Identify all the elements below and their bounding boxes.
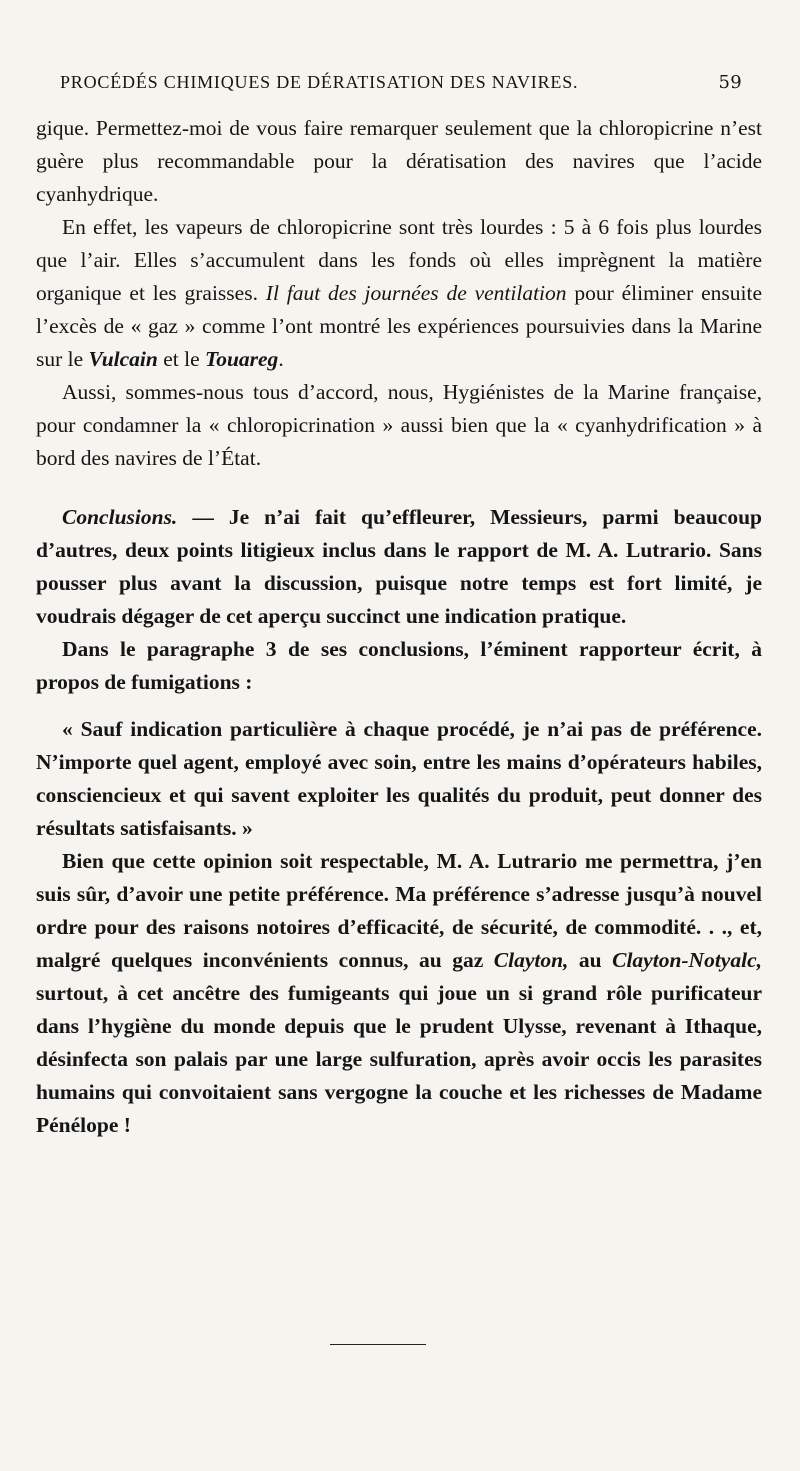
italic-clayton-notyalc: Clayton-Notyalc,	[612, 948, 762, 972]
paragraph-text: Bien que cette opinion soit respectable, M. A. Lutrario me permettra, j’en suis sûr, d’avoir une petite préférence. Ma préférence s’adresse jusqu’à nouvel ordre pour des raisons notoires d’efficacité, de sécurité, de commodité. . ., et, malgré quelques inconvénients connus, au gaz	[36, 849, 762, 972]
paragraph-spacer	[36, 475, 762, 501]
quotation-block	[36, 713, 762, 845]
ship-name-vulcain: Vulcain	[88, 347, 158, 371]
paragraph-text: En effet, les vapeurs de chloropicrine sont très lourdes : 5 à 6 fois plus lourdes que l’air. Elles s’accumulent dans les fonds où elles imprègnent la matière organique et les graisses.	[36, 215, 762, 305]
closing-rule	[330, 1344, 426, 1345]
italic-clayton: Clayton,	[493, 948, 569, 972]
italic-phrase: Il faut des journées de ventilation	[265, 281, 567, 305]
running-title: PROCÉDÉS CHIMIQUES DE DÉRATISATION DES NAVIRES.	[60, 72, 579, 92]
paragraph-spacer	[36, 699, 762, 713]
paragraph-text: Dans le paragraphe 3 de ses conclusions, l’éminent rapporteur écrit, à propos de fumigations :	[36, 637, 762, 694]
page-number: 59	[718, 72, 742, 93]
paragraph-chloropicrine-vapours	[36, 211, 762, 376]
paragraph-text: — Je n’ai fait qu’effleurer, Messieurs, parmi beaucoup d’autres, deux points litigieux inclus dans le rapport de M. A. Lutrario. Sans pousser plus avant la discussion, puisque notre temps est fort limité, je voudrais dégager de cet aperçu succinct une indication pratique.	[36, 505, 762, 628]
quotation-text: « Sauf indication particulière à chaque procédé, je n’ai pas de préférence. N’importe quel agent, employé avec soin, entre les mains d’opérateurs habiles, consciencieux et qui savent exploiter les qualités du produit, peut donner des résultats satisfaisants. »	[36, 717, 762, 840]
paragraph-text: surtout, à cet ancêtre des fumigeants qui joue un si grand rôle purificateur dans l’hygiène du monde depuis que le prudent Ulysse, revenant à Ithaque, désinfecta son palais par une large sulfuration, après avoir occis les parasites humains qui convoitaient sans vergogne la couche et les richesses de Madame Pénélope !	[36, 981, 762, 1137]
paragraph-text: au	[568, 948, 613, 972]
paragraph-text: Aussi, sommes-nous tous d’accord, nous, Hygiénistes de la Marine française, pour condamner la « chloropicrination » aussi bien que la « cyanhydrification » à bord des navires de l’État.	[36, 380, 762, 470]
paragraph-rapporteur	[36, 633, 762, 699]
conclusions-heading: Conclusions.	[62, 505, 178, 529]
running-header	[60, 72, 742, 93]
paragraph-hygienists	[36, 376, 762, 475]
paragraph-conclusions	[36, 501, 762, 633]
paragraph-text: gique. Permettez-moi de vous faire remarquer seulement que la chloropicrine n’est guère plus recommandable pour la dératisation des navires que l’acide cyanhydrique.	[36, 116, 762, 206]
punctuation: .	[278, 347, 284, 371]
ship-name-touareg: Touareg	[205, 347, 279, 371]
paragraph-preference	[36, 845, 762, 1142]
paragraph-text: pour éliminer ensuite l’excès de « gaz » comme l’ont montré les expériences poursuivies dans la Marine sur le	[36, 281, 762, 371]
paragraph-text: et le	[157, 347, 206, 371]
body-text	[36, 112, 762, 1142]
paragraph-continuation	[36, 112, 762, 211]
